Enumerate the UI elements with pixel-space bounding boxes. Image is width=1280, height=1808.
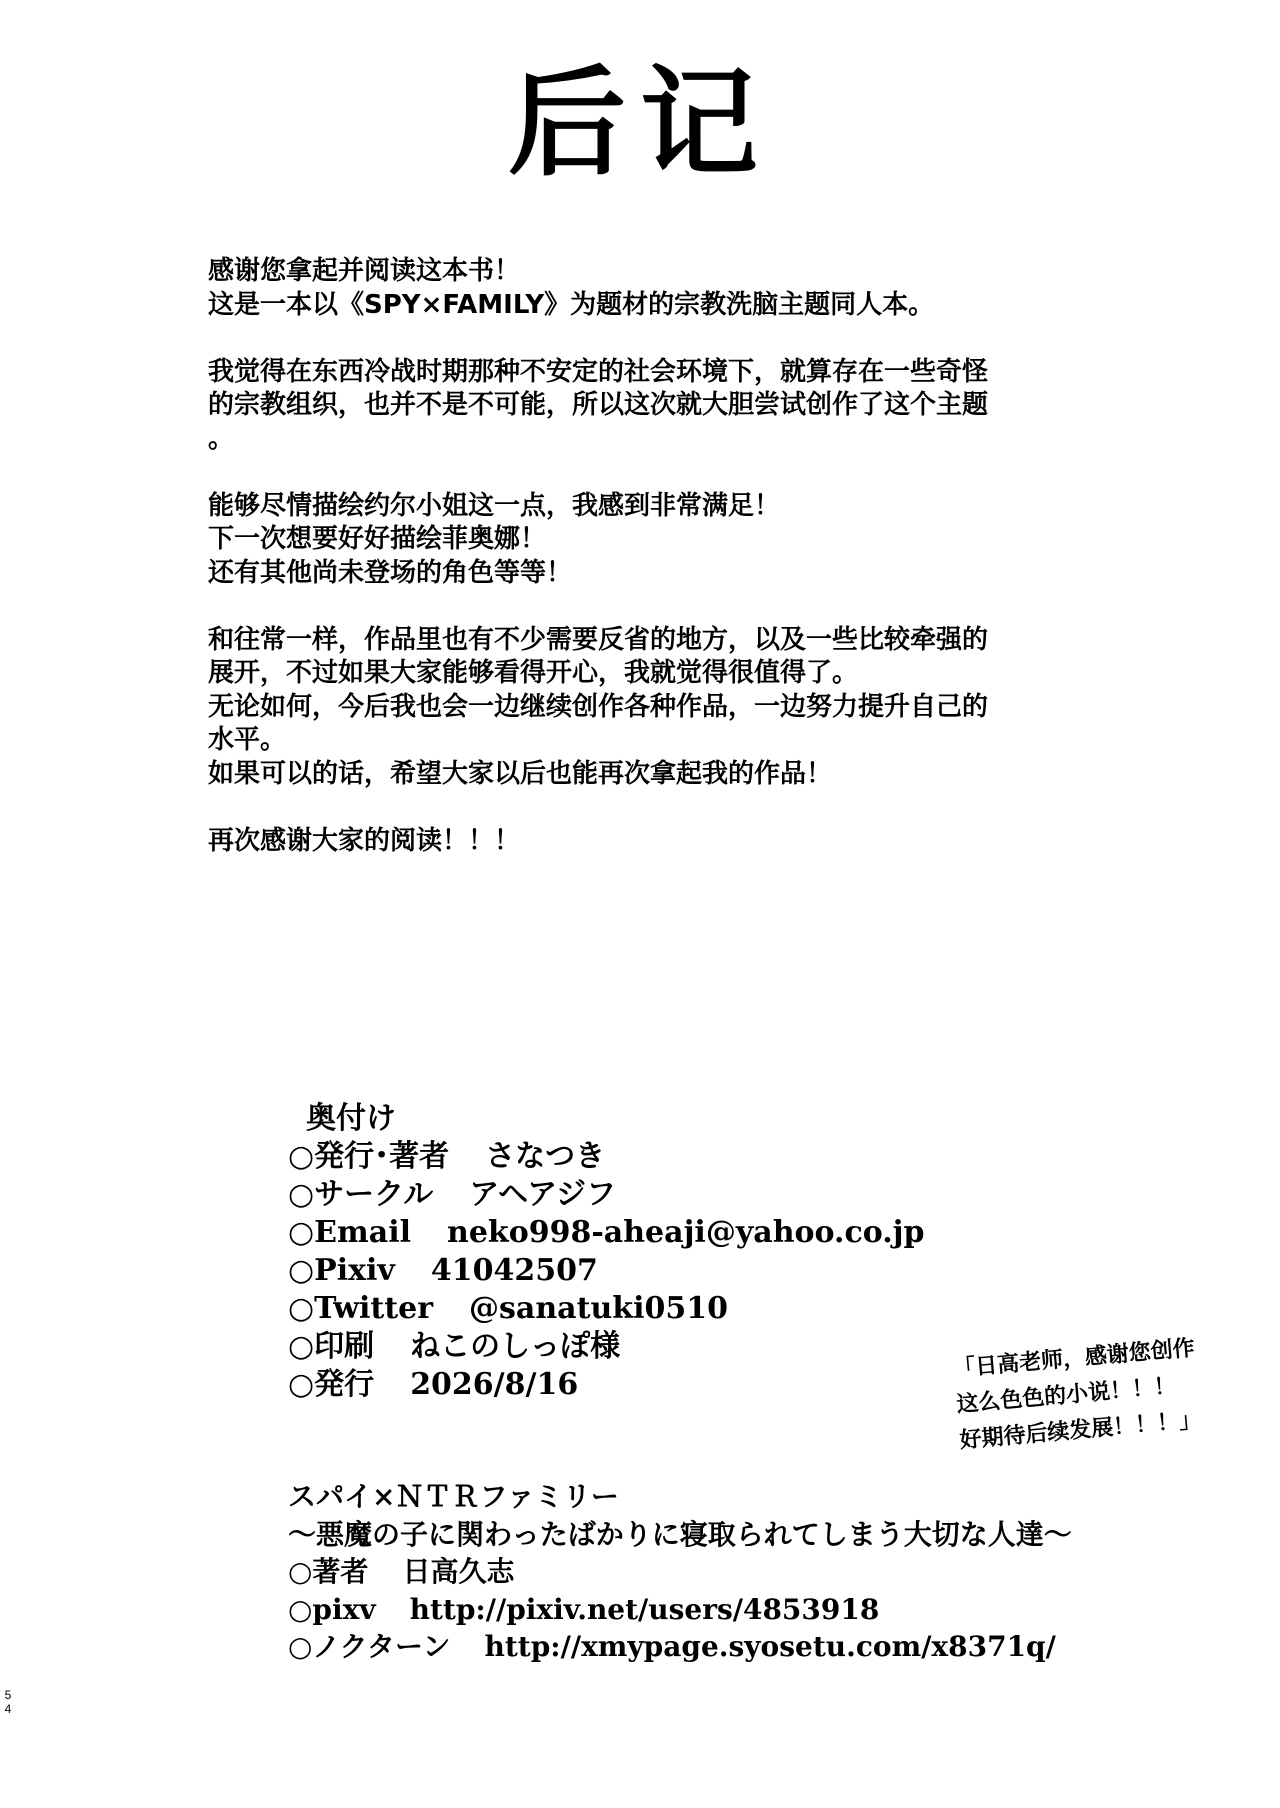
afterword-paragraph [208,624,1108,792]
text-line: 感谢您拿起并阅读这本书！ [208,256,521,286]
text-line: 无论如何，今后我也会一边继续创作各种作品，一边努力提升自己的 [208,691,989,722]
text-line: 水平。 [208,725,287,755]
afterword-text [208,255,1108,892]
source-row-pixiv [288,1591,1188,1629]
afterword-paragraph [208,255,1108,322]
colophon-key: ○Twitter [288,1291,434,1326]
page-number-digit: 5 [4,1688,12,1702]
colophon-row-publisher [288,1138,1148,1176]
colophon-key: ○発行 [288,1367,375,1402]
colophon-heading: 奥付け [306,1101,396,1136]
pixiv-url-link[interactable]: http://pixiv.net/users/4853918 [409,1592,880,1626]
source-value: 日高久志 [402,1555,515,1588]
colophon-key: ○発行･著者 [288,1139,450,1174]
source-row-author [288,1553,1188,1591]
text-line: 如果可以的话，希望大家以后也能再次拿起我的作品！ [208,758,833,789]
colophon-value: さなつき [485,1139,606,1174]
afterword-paragraph [208,356,1108,457]
source-work-credits [288,1478,1188,1666]
text-line: 这是一本以《SPY×FAMILY》为题材的宗教洗脑主题同人本。 [208,289,935,320]
afterword-paragraph [208,490,1108,591]
page-number [2,1688,14,1716]
text-line: 我觉得在东西冷战时期那种不安定的社会环境下，就算存在一些奇怪 [208,356,989,387]
colophon-row-circle [288,1176,1148,1214]
page-title: 后记 [507,54,772,192]
text-line: 还有其他尚未登场的角色等等！ [208,557,573,588]
colophon-row-pixiv [288,1252,1148,1290]
source-title-line: スパイ×ＮＴＲファミリー [288,1480,619,1513]
colophon-value: アヘアジフ [469,1177,616,1212]
source-key: ○著者 [288,1555,369,1588]
text-line: 下一次想要好好描绘菲奥娜！ [208,524,547,554]
source-subtitle-line: ～悪魔の子に関わったばかりに寝取られてしまう大切な人達～ [288,1517,1072,1551]
nocturne-url-link[interactable]: http://xmypage.syosetu.com/x8371q/ [484,1630,1056,1663]
text-line: 再次感谢大家的阅读！！！ [208,825,521,856]
colophon-value: ねこのしっぽ様 [410,1329,621,1364]
afterword-paragraph [208,825,1108,859]
colophon-key: ○Pixiv [288,1253,395,1288]
colophon-key: ○サークル [288,1177,434,1212]
source-key: ○ノクターン [288,1630,451,1663]
text-line: 的宗教组织，也并不是不可能，所以这次就大胆尝试创作了这个主题 [208,390,989,420]
note-line: 这么色色的小说！！！ [955,1373,1177,1418]
colophon-key: ○印刷 [288,1329,375,1364]
source-row-nocturne [288,1628,1188,1666]
text-line: 。 [208,423,235,454]
colophon-value: @sanatuki0510 [469,1291,728,1326]
note-line: 「日高老师，感谢您创作 [952,1335,1196,1382]
text-line: 能够尽情描绘约尔小姐这一点，我感到非常满足！ [208,490,781,521]
colophon-value: 41042507 [430,1253,598,1288]
note-line: 好期待后续发展！！！」 [958,1407,1202,1454]
page-number-digit: 4 [4,1702,12,1716]
email-link[interactable]: neko998-aheaji@yahoo.co.jp [447,1215,925,1250]
colophon-value: 2026/8/16 [410,1367,579,1402]
text-line: 和往常一样，作品里也有不少需要反省的地方，以及一些比较牵强的 [208,624,989,655]
colophon-row-email [288,1214,1148,1252]
colophon-row-twitter [288,1290,1148,1328]
text-line: 展开，不过如果大家能够看得开心，我就觉得很值得了。 [208,658,859,688]
colophon-key: ○Email [288,1215,412,1250]
source-key: ○pixv [288,1592,376,1626]
